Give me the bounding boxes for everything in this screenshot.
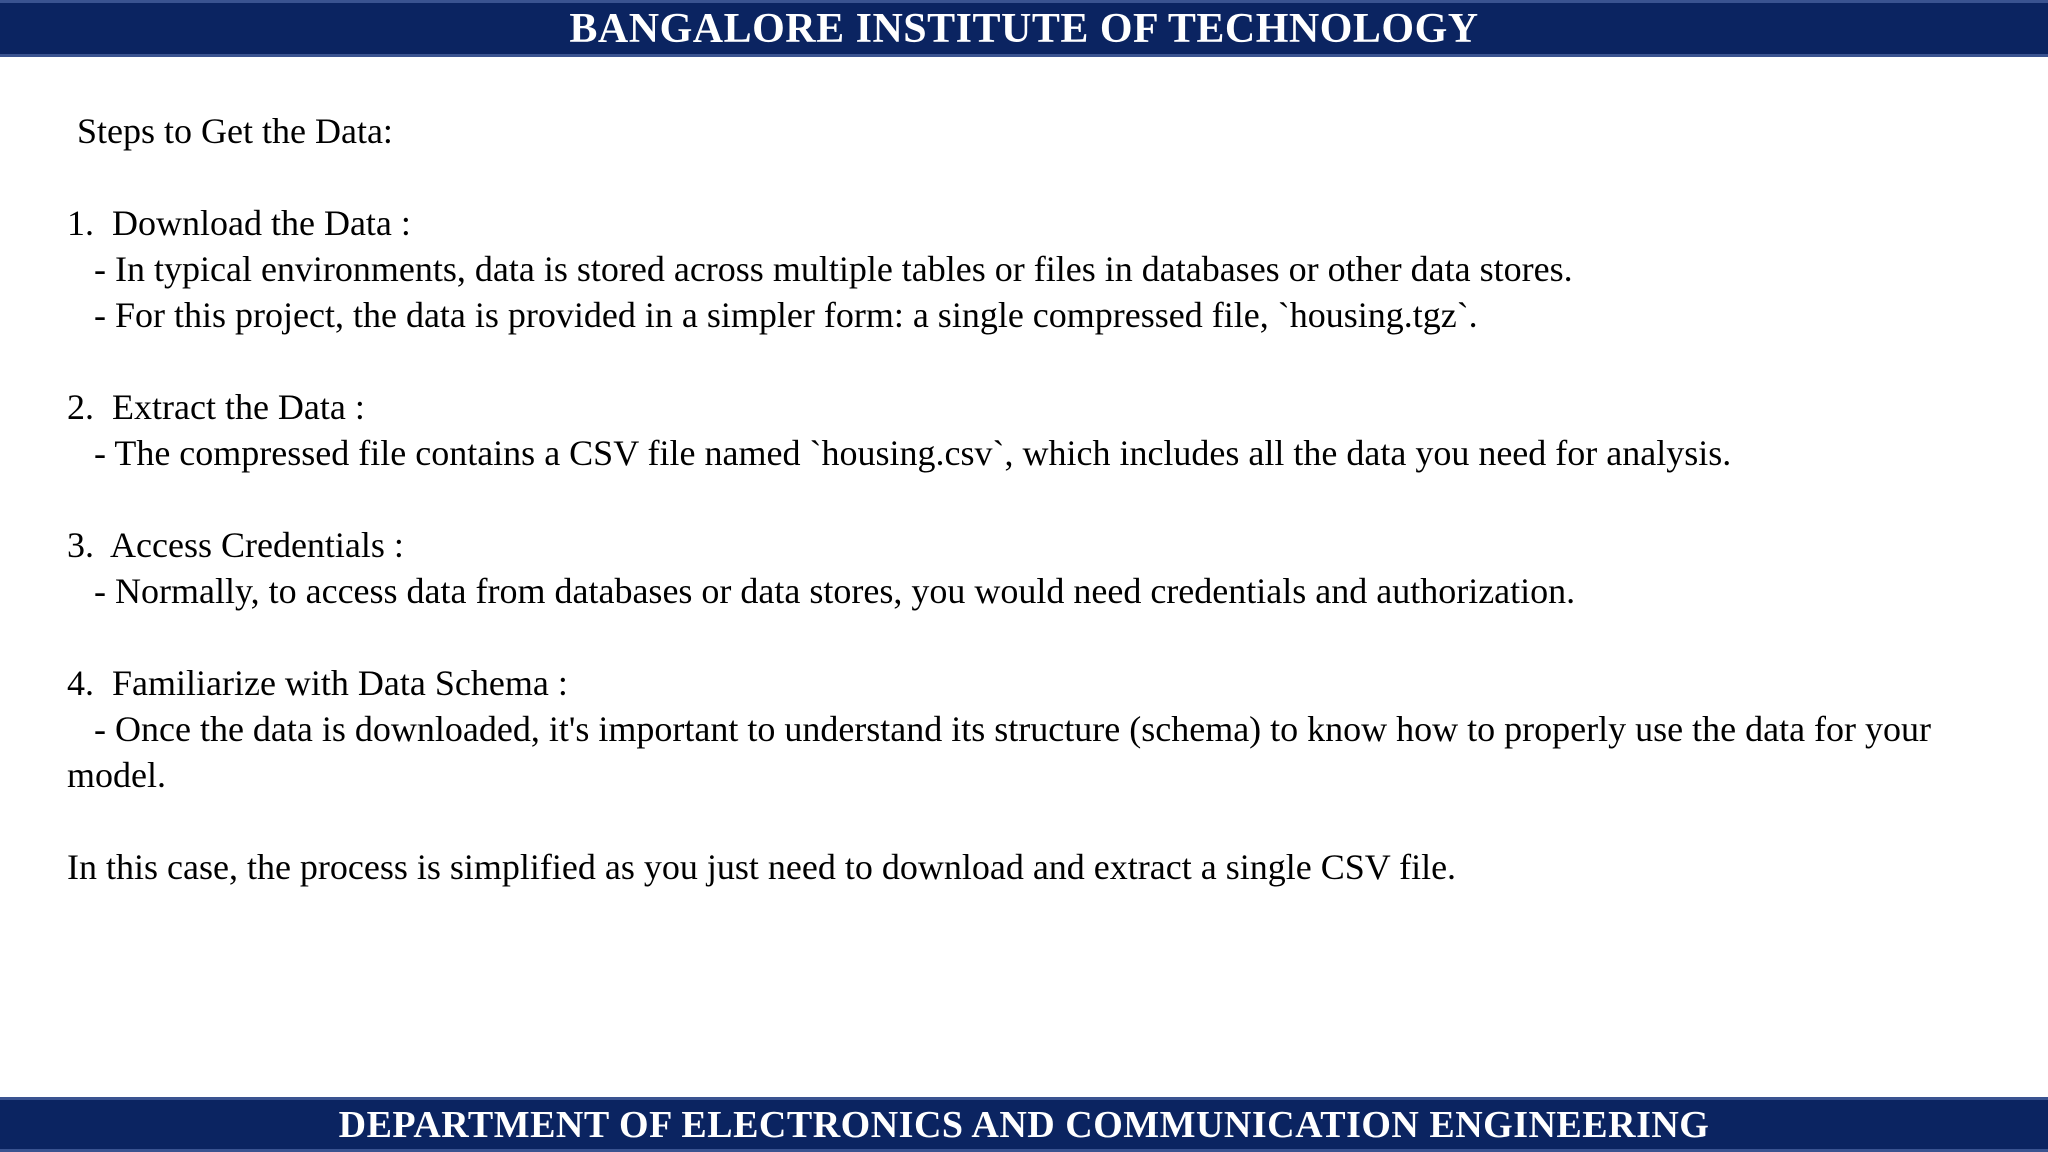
- intro-text: Steps to Get the Data:: [77, 111, 393, 151]
- conclusion-text: In this case, the process is simplified as you just need to download and extract a single CSV file.: [67, 847, 1457, 887]
- institute-title: BANGALORE INSTITUTE OF TECHNOLOGY: [569, 5, 1479, 52]
- step-4-bullet-1: [67, 706, 1997, 798]
- step-4-heading: 4. Familiarize with Data Schema :: [67, 663, 568, 703]
- step-1-bullet-1: - In typical environments, data is stored across multiple tables or files in databases or other data stores.: [94, 249, 1573, 289]
- step-2-bullet-1: - The compressed file contains a CSV file named `housing.csv`, which includes all the data you need for analysis.: [94, 433, 1732, 473]
- slide-content: [67, 108, 1997, 890]
- header-banner: [0, 0, 2048, 57]
- step-1-heading: 1. Download the Data :: [67, 203, 411, 243]
- step-3-bullet-1: - Normally, to access data from databases or data stores, you would need credentials and authorization.: [94, 571, 1576, 611]
- step-2-heading: 2. Extract the Data :: [67, 387, 365, 427]
- step-4-bullet-1-text: - Once the data is downloaded, it's important to understand its structure (schema) to know how to properly use the data for your model.: [67, 709, 1941, 795]
- footer-banner: [0, 1097, 2048, 1152]
- step-1-bullet-2: - For this project, the data is provided in a simpler form: a single compressed file, `housing.tgz`.: [94, 295, 1478, 335]
- step-3-heading: 3. Access Credentials :: [67, 525, 404, 565]
- department-title: DEPARTMENT OF ELECTRONICS AND COMMUNICATION ENGINEERING: [338, 1103, 1710, 1146]
